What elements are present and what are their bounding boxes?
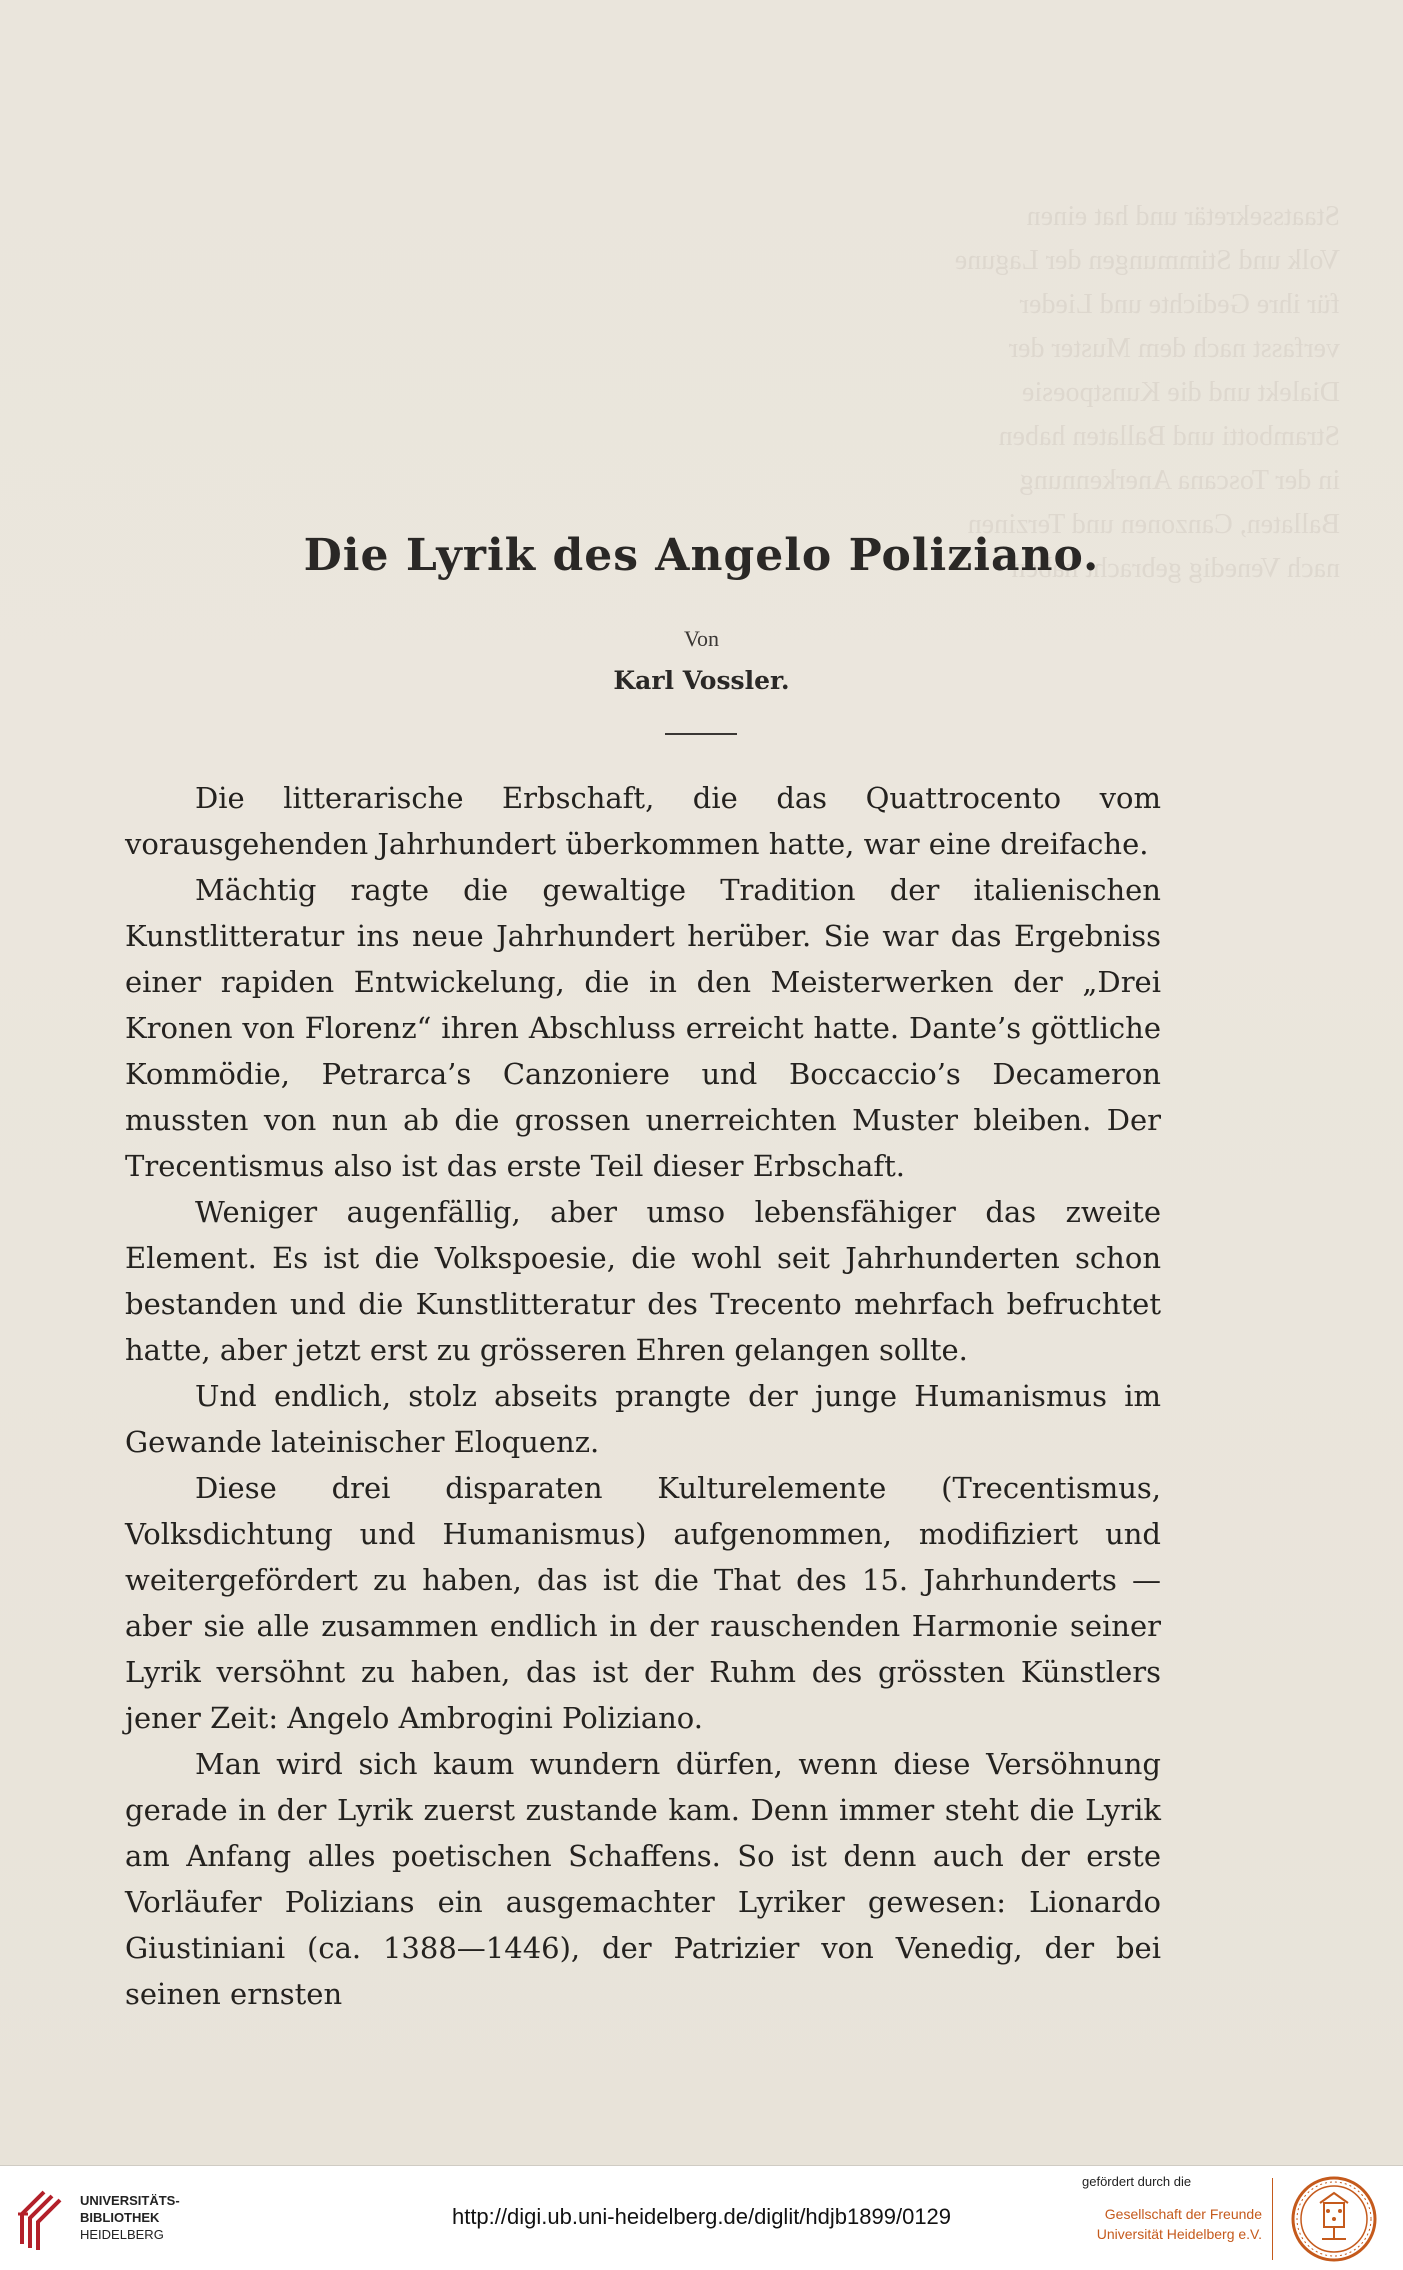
bleed-through-decoration: Staatssekretär und hat einen Volk und Stimmungen der Lagune für ihre Gedichte und Lieder verfasst nach dem Muster der Dialekt und die Kunstpoesie Strambotti und Ballaten haben in der Toscana Anerkennung Ballaten, Canzonen und Terzinen nach Venedig gebracht haben xyxy=(954,201,1340,584)
article-title: Die Lyrik des Angelo Poliziano. xyxy=(303,530,1100,581)
paragraph: Man wird sich kaum wundern dürfen, wenn diese Versöhnung gerade in der Lyrik zuerst zustande kam. Denn immer steht die Lyrik am Anfang alles poetischen Schaffens. So ist denn auch der erste Vorläufer Polizians ein ausgemachter Lyriker gewesen: Lionardo Giustiniani (ca. 1388—1446), der Patrizier von Venedig, der bei seinen ernsten xyxy=(125,1747,1161,2011)
byline: Von xyxy=(683,626,720,651)
society-name-line: Gesellschaft der Freunde xyxy=(1104,2206,1262,2222)
university-seal-icon[interactable] xyxy=(1290,2175,1378,2263)
library-name-line: BIBLIOTHEK xyxy=(80,2210,160,2225)
paragraph: Mächtig ragte die gewaltige Tradition der italienischen Kunstlitteratur ins neue Jahrhundert herüber. Sie war das Ergebniss einer rapiden Entwickelung, die in den Meisterwerken der „Drei Kronen von Florenz“ ihren Abschluss erreicht hatte. Dante’s göttliche Kommödie, Petrarca’s Canzoniere und Boccaccio’s Decameron mussten von nun ab die grossen unerreichten Muster bleiben. Der Trecentismus also ist das erste Teil dieser Erbschaft. xyxy=(125,873,1161,1183)
paragraph: Weniger augenfällig, aber umso lebensfähiger das zweite Element. Es ist die Volkspoesie, die wohl seit Jahrhunderten schon bestanden und die Kunstlitteratur des Trecento mehrfach befruchtet hatte, aber jetzt erst zu grösseren Ehren gelangen sollte. xyxy=(125,1195,1161,1367)
footer-bar xyxy=(0,2165,1403,2270)
society-name xyxy=(1092,2204,1262,2244)
author-name: Karl Vossler. xyxy=(613,666,790,695)
paragraph: Und endlich, stolz abseits prangte der junge Humanismus im Gewande lateinischer Eloquenz. xyxy=(125,1379,1161,1459)
title-divider xyxy=(665,733,737,735)
funded-by-label: gefördert durch die xyxy=(1082,2174,1192,2189)
paragraph: Die litterarische Erbschaft, die das Quattrocento vom vorausgehenden Jahrhundert überkommen hatte, war eine dreifache. xyxy=(125,781,1161,861)
article-body xyxy=(125,775,1161,2017)
paragraph: Diese drei disparaten Kulturelemente (Trecentismus, Volksdichtung und Humanismus) aufgenommen, modifiziert und weitergefördert zu haben, das ist die That des 15. Jahrhunderts — aber sie alle zusammen endlich in der rauschenden Harmonie seiner Lyrik versöhnt zu haben, das ist der Ruhm des grössten Künstlers jener Zeit: Angelo Ambrogini Poliziano. xyxy=(125,1471,1161,1735)
library-name-line: HEIDELBERG xyxy=(80,2227,164,2242)
permalink-url[interactable]: http://digi.ub.uni-heidelberg.de/diglit/hdjb1899/0129 xyxy=(451,2204,952,2229)
library-name-line: UNIVERSITÄTS- xyxy=(80,2193,180,2208)
footer-divider xyxy=(1272,2178,1273,2260)
society-name-line: Universität Heidelberg e.V. xyxy=(1096,2226,1262,2242)
